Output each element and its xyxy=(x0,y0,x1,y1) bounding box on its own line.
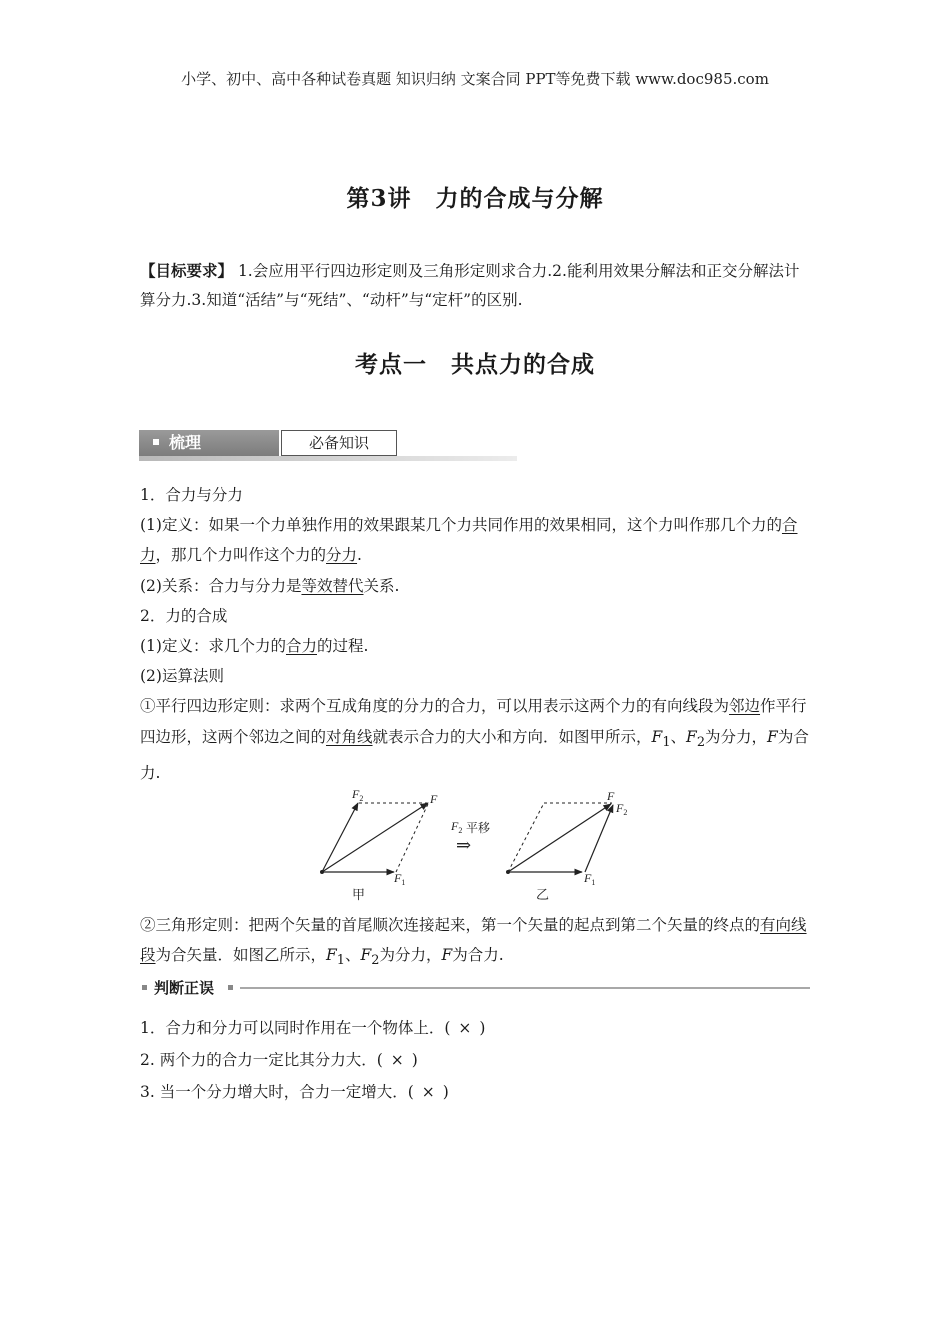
svg-text:F1: $F_1$ xyxy=(584,871,596,887)
f2-arrow xyxy=(322,803,358,872)
judge-list xyxy=(140,1012,812,1108)
paragraph-definition: (1)定义：如果一个力单独作用的效果跟某几个力共同作用的效果相同，这个力叫作那几个力的合力，那几个力叫作这个力的分力. xyxy=(140,516,798,565)
f-arrow xyxy=(508,804,611,872)
heading-2: 2．力的合成 xyxy=(140,606,228,625)
origin-point xyxy=(320,870,324,874)
caption-left: 甲 xyxy=(352,888,366,903)
caption-right: 乙 xyxy=(536,888,550,903)
svg-text:F2: $F_2$ xyxy=(352,787,364,803)
triangle-figure xyxy=(506,789,627,903)
judge-mark: × xyxy=(421,1083,435,1101)
paragraph-triangle: ②三角形定则：把两个矢量的首尾顺次连接起来，第一个矢量的起点到第二个矢量的终点的有向线段为合矢量．如图乙所示，$F_1$、$F_2$为分力，F为合力. xyxy=(140,916,807,969)
paragraph-parallelogram: ①平行四边形定则：求两个互成角度的分力的合力，可以用表示这两个力的有向线段为邻边作平行四边形，这两个邻边之间的对角线就表示合力的大小和方向．如图甲所示，$F_1$、$F_2$为分力，F为合力. xyxy=(140,697,809,782)
paragraph-rules: (2)运算法则 xyxy=(140,667,224,686)
judge-heading-text: 判断正误 xyxy=(154,979,215,997)
section-banner xyxy=(139,430,517,460)
judge-item: 2. 两个力的合力一定比其分力大．( × ) xyxy=(140,1044,812,1076)
knowledge-content xyxy=(140,480,812,788)
goal-tag: 【目标要求】 xyxy=(140,261,234,280)
answer-blank: 合力 xyxy=(285,637,317,656)
goal-requirements xyxy=(140,256,812,315)
square-bullet-icon xyxy=(228,985,233,990)
section-title: 考点一 共点力的合成 xyxy=(355,351,595,378)
svg-text:F2: $F_2$ xyxy=(616,801,628,817)
f2-shifted-arrow xyxy=(585,805,613,872)
paragraph-composition-def: (1)定义：求几个力的合力的过程. xyxy=(140,637,369,656)
answer-blank: 有向线段 xyxy=(140,916,807,965)
translation-text: 平移 xyxy=(466,821,491,835)
translation-arrow xyxy=(450,819,490,856)
judge-mark: × xyxy=(390,1051,404,1069)
svg-text:F2: $F_2$ xyxy=(451,819,463,835)
judge-mark: × xyxy=(458,1019,472,1037)
svg-text:F: F xyxy=(607,789,615,803)
judge-item: 3. 当一个分力增大时，合力一定增大．( × ) xyxy=(140,1076,812,1108)
force-diagram xyxy=(310,786,650,908)
answer-blank: 邻边 xyxy=(729,697,761,716)
divider xyxy=(240,987,810,989)
square-bullet-icon xyxy=(142,985,147,990)
banner-box: 必备知识 xyxy=(281,430,397,456)
banner-label-text: 梳理 xyxy=(169,433,202,452)
answer-blank: 等效替代 xyxy=(301,576,364,595)
square-bullet-icon xyxy=(153,439,159,445)
page-header: 小学、初中、高中各种试卷真题 知识归纳 文案合同 PPT等免费下载 www.doc985.com xyxy=(181,70,769,88)
goal-text: 1.会应用平行四边形定则及三角形定则求合力.2.能利用效果分解法和正交分解法计算分力.3.知道“活结”与“死结”、“动杆”与“定杆”的区别. xyxy=(140,262,800,309)
judge-item: 1．合力和分力可以同时作用在一个物体上．( × ) xyxy=(140,1012,812,1044)
paragraph-relation: (2)关系：合力与分力是等效替代关系. xyxy=(140,576,400,595)
banner-underline xyxy=(139,456,517,461)
svg-text:F: F xyxy=(430,792,438,806)
banner-label xyxy=(139,430,279,456)
knowledge-content-2 xyxy=(140,910,812,977)
lecture-title: 第3讲 力的合成与分解 xyxy=(346,185,604,212)
double-arrow-icon: ⇒ xyxy=(456,835,472,856)
parallelogram-figure xyxy=(320,787,438,903)
answer-blank: 合力 xyxy=(140,516,798,565)
answer-blank: 对角线 xyxy=(326,727,373,746)
origin-point xyxy=(506,870,510,874)
judge-heading xyxy=(140,976,810,1000)
dashed-edge xyxy=(396,804,428,872)
answer-blank: 分力 xyxy=(326,546,358,565)
dashed-edge xyxy=(508,803,544,872)
svg-text:F1: $F_1$ xyxy=(394,871,406,887)
heading-1: 1．合力与分力 xyxy=(140,486,243,504)
